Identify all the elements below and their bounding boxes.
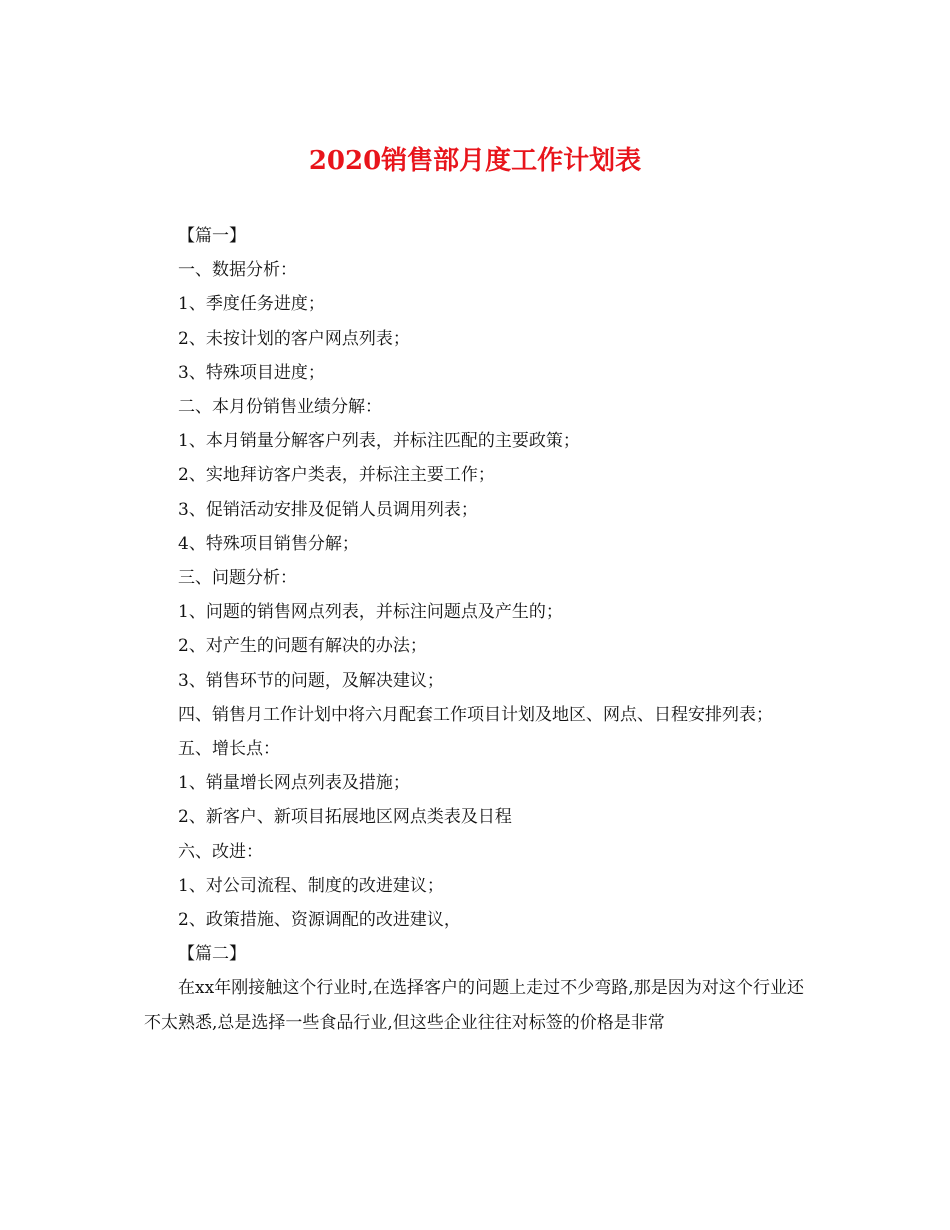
list-item: 1、季度任务进度； — [178, 294, 325, 315]
heading-data-analysis: 一、数据分析： — [178, 260, 297, 281]
heading-growth-points: 五、增长点： — [178, 739, 280, 760]
list-item: 2、政策措施、资源调配的改进建议， — [178, 910, 461, 931]
list-item: 1、本月销量分解客户列表，并标注匹配的主要政策； — [178, 431, 580, 452]
paragraph-story: 在xx年刚接触这个行业时,在选择客户的问题上走过不少弯路,那是因为对这个行业还不太熟悉,总是选择一些食品行业,但这些企业往往对标签的价格是非常 — [144, 978, 804, 1033]
list-item: 2、对产生的问题有解决的办法； — [178, 636, 427, 657]
list-item: 1、问题的销售网点列表，并标注问题点及产生的； — [178, 602, 563, 623]
list-item: 2、未按计划的客户网点列表； — [178, 328, 410, 349]
paragraph-monthly-plan: 四、销售月工作计划中将六月配套工作项目计划及地区、网点、日程安排列表； — [178, 704, 773, 725]
list-item: 3、特殊项目进度； — [178, 362, 325, 383]
section-heading-part-one: 【篇一】 — [178, 226, 246, 246]
heading-problem-analysis: 三、问题分析： — [178, 568, 297, 589]
list-item: 1、对公司流程、制度的改进建议； — [178, 875, 444, 896]
list-item: 1、销量增长网点列表及措施； — [178, 773, 410, 794]
document-title: 2020销售部月度工作计划表 — [308, 146, 642, 176]
list-item: 4、特殊项目销售分解； — [178, 533, 359, 554]
heading-improvement: 六、改进： — [178, 841, 263, 862]
list-item: 2、新客户、新项目拓展地区网点类表及日程 — [178, 807, 512, 828]
document-body — [144, 219, 804, 1040]
list-item: 3、销售环节的问题，及解决建议； — [178, 670, 444, 691]
list-item: 3、促销活动安排及促销人员调用列表； — [178, 499, 478, 520]
heading-sales-breakdown: 二、本月份销售业绩分解： — [178, 397, 382, 418]
list-item: 2、实地拜访客户类表，并标注主要工作； — [178, 465, 495, 486]
section-heading-part-two: 【篇二】 — [178, 944, 246, 965]
